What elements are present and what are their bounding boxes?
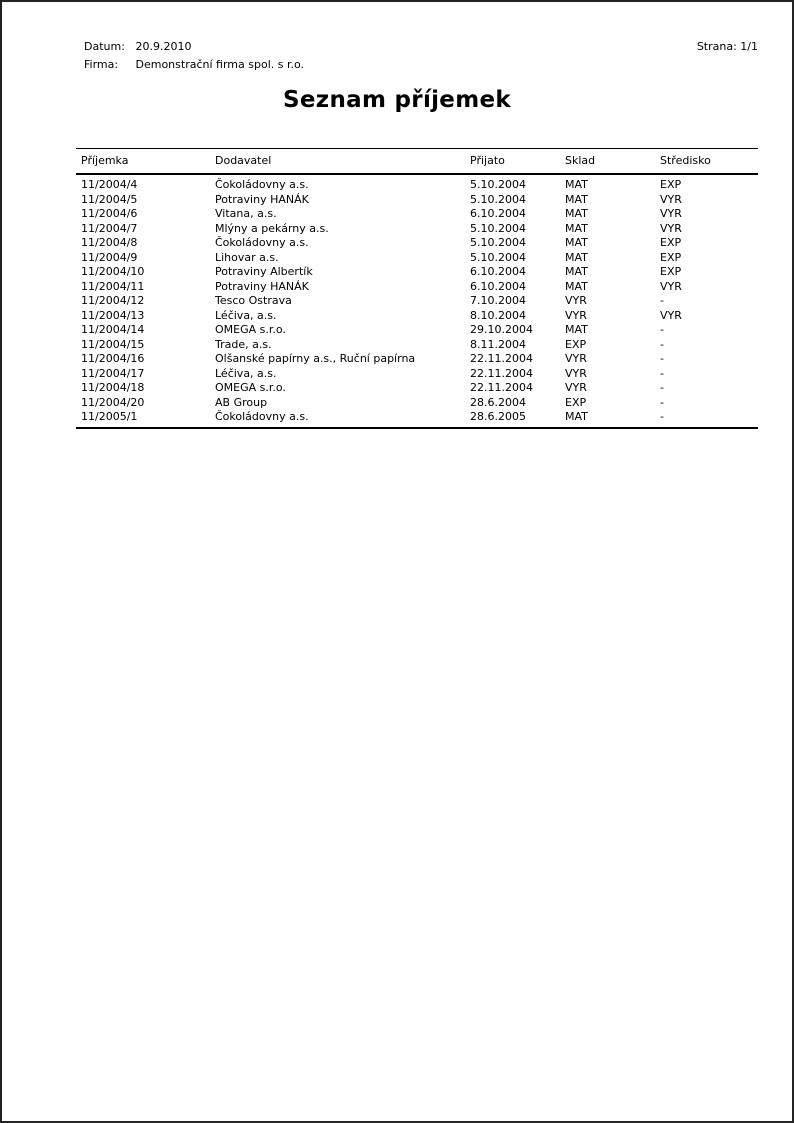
cell-sklad: EXP (565, 395, 587, 409)
cell-stredisko: VYR (660, 279, 682, 293)
table-row (76, 352, 758, 367)
table-row (76, 193, 758, 208)
cell-prijemka: 11/2004/4 (81, 178, 138, 191)
cell-dodavatel: Tesco Ostrava (215, 294, 292, 307)
cell-sklad: MAT (565, 410, 588, 423)
cell-stredisko: - (660, 352, 664, 365)
cell-sklad: MAT (565, 250, 588, 264)
table-row (76, 381, 758, 396)
cell-prijato: 6.10.2004 (470, 265, 526, 278)
cell-stredisko: - (660, 395, 664, 409)
column-header-prijemka: Příjemka (76, 149, 215, 175)
cell-prijato: 6.10.2004 (470, 207, 526, 220)
cell-prijato: 22.11.2004 (470, 366, 533, 380)
table-row (76, 410, 758, 428)
cell-dodavatel: Potraviny HANÁK (215, 279, 309, 293)
cell-dodavatel: Potraviny HANÁK (215, 192, 309, 206)
cell-prijato: 6.10.2004 (470, 279, 526, 293)
cell-prijato: 22.11.2004 (470, 352, 533, 365)
cell-prijemka: 11/2004/8 (81, 236, 138, 249)
cell-dodavatel: Léčiva, a.s. (215, 366, 277, 380)
cell-prijato: 5.10.2004 (470, 236, 526, 249)
table-header-row (76, 149, 758, 175)
cell-sklad: MAT (565, 236, 588, 249)
cell-sklad: VYR (565, 294, 587, 307)
cell-dodavatel: AB Group (215, 395, 268, 409)
column-header-stredisko: Středisko (660, 149, 758, 175)
cell-prijato: 5.10.2004 (470, 221, 526, 235)
cell-prijemka: 11/2004/9 (81, 250, 138, 264)
company-label: Firma: (84, 58, 119, 71)
cell-prijato: 5.10.2004 (470, 192, 526, 206)
header-company-row (84, 56, 758, 74)
cell-dodavatel: Potraviny Albertík (215, 265, 313, 278)
cell-prijemka: 11/2004/18 (81, 381, 145, 394)
page-title: Seznam příjemek (283, 87, 511, 113)
cell-sklad: MAT (565, 265, 588, 278)
cell-sklad: MAT (565, 178, 588, 191)
cell-dodavatel: Trade, a.s. (215, 337, 272, 351)
date-label: Datum: (84, 40, 125, 53)
cell-sklad: MAT (565, 221, 588, 235)
cell-prijemka: 11/2004/11 (81, 279, 145, 293)
table-row (76, 222, 758, 237)
cell-stredisko: VYR (660, 308, 682, 322)
cell-stredisko: VYR (660, 207, 682, 220)
cell-prijato: 29.10.2004 (470, 323, 533, 336)
column-header-dodavatel: Dodavatel (215, 149, 470, 175)
table-row (76, 207, 758, 222)
cell-sklad: MAT (565, 192, 588, 206)
table-row (76, 323, 758, 338)
cell-sklad: VYR (565, 366, 587, 380)
cell-prijemka: 11/2004/16 (81, 352, 145, 365)
table-row (76, 294, 758, 309)
cell-stredisko: EXP (660, 250, 682, 264)
cell-prijemka: 11/2004/20 (81, 395, 145, 409)
cell-dodavatel: OMEGA s.r.o. (215, 323, 286, 336)
cell-prijato: 5.10.2004 (470, 250, 526, 264)
cell-prijemka: 11/2004/15 (81, 337, 145, 351)
cell-stredisko: - (660, 381, 664, 394)
page-number (697, 38, 758, 56)
cell-dodavatel: OMEGA s.r.o. (215, 381, 286, 394)
page-number-label: Strana: (696, 40, 737, 53)
date-value: 20.9.2010 (135, 40, 192, 53)
cell-sklad: MAT (565, 323, 588, 336)
page-number-value: 1/1 (740, 40, 758, 53)
table-row (76, 280, 758, 295)
cell-stredisko: - (660, 410, 664, 423)
cell-stredisko: - (660, 323, 664, 336)
table-row (76, 396, 758, 411)
table-row (76, 174, 758, 193)
cell-prijato: 7.10.2004 (470, 294, 526, 307)
cell-stredisko: EXP (660, 236, 682, 249)
cell-stredisko: VYR (660, 192, 682, 206)
company-value: Demonstrační firma spol. s r.o. (135, 58, 305, 71)
table-row (76, 236, 758, 251)
cell-stredisko: EXP (660, 265, 682, 278)
cell-prijemka: 11/2005/1 (81, 410, 138, 423)
cell-dodavatel: Olšanské papírny a.s., Ruční papírna (215, 352, 416, 365)
cell-stredisko: EXP (660, 178, 682, 191)
cell-dodavatel: Vitana, a.s. (215, 207, 277, 220)
table-header (76, 149, 758, 175)
cell-prijemka: 11/2004/12 (81, 294, 145, 307)
column-header-prijato: Přijato (470, 149, 565, 175)
cell-prijemka: 11/2004/6 (81, 207, 138, 220)
cell-prijato: 28.6.2004 (470, 395, 526, 409)
column-header-sklad: Sklad (565, 149, 660, 175)
cell-dodavatel: Léčiva, a.s. (215, 308, 277, 322)
cell-stredisko: VYR (660, 221, 682, 235)
report-header (84, 38, 758, 74)
cell-prijemka: 11/2004/17 (81, 366, 145, 380)
cell-stredisko: - (660, 337, 664, 351)
cell-prijato: 22.11.2004 (470, 381, 533, 394)
cell-dodavatel: Lihovar a.s. (215, 250, 279, 264)
table-row (76, 338, 758, 353)
cell-prijato: 28.6.2005 (470, 410, 526, 423)
receipts-table (76, 148, 758, 429)
cell-dodavatel: Čokoládovny a.s. (215, 236, 309, 249)
cell-dodavatel: Čokoládovny a.s. (215, 410, 309, 423)
cell-prijato: 8.10.2004 (470, 308, 526, 322)
table-body (76, 174, 758, 428)
table-row (76, 265, 758, 280)
cell-prijemka: 11/2004/5 (81, 192, 138, 206)
cell-dodavatel: Čokoládovny a.s. (215, 178, 309, 191)
cell-prijemka: 11/2004/13 (81, 308, 145, 322)
table-row (76, 367, 758, 382)
cell-stredisko: - (660, 366, 664, 380)
table-row (76, 309, 758, 324)
cell-sklad: MAT (565, 279, 588, 293)
cell-sklad: VYR (565, 352, 587, 365)
cell-sklad: MAT (565, 207, 588, 220)
cell-prijato: 5.10.2004 (470, 178, 526, 191)
cell-stredisko: - (660, 294, 664, 307)
table-row (76, 251, 758, 266)
cell-sklad: VYR (565, 381, 587, 394)
cell-prijato: 8.11.2004 (470, 337, 526, 351)
cell-sklad: VYR (565, 308, 587, 322)
cell-sklad: EXP (565, 337, 587, 351)
cell-dodavatel: Mlýny a pekárny a.s. (215, 221, 329, 235)
cell-prijemka: 11/2004/10 (81, 265, 145, 278)
cell-prijemka: 11/2004/14 (81, 323, 145, 336)
header-date-row (84, 38, 758, 56)
cell-prijemka: 11/2004/7 (81, 221, 138, 235)
